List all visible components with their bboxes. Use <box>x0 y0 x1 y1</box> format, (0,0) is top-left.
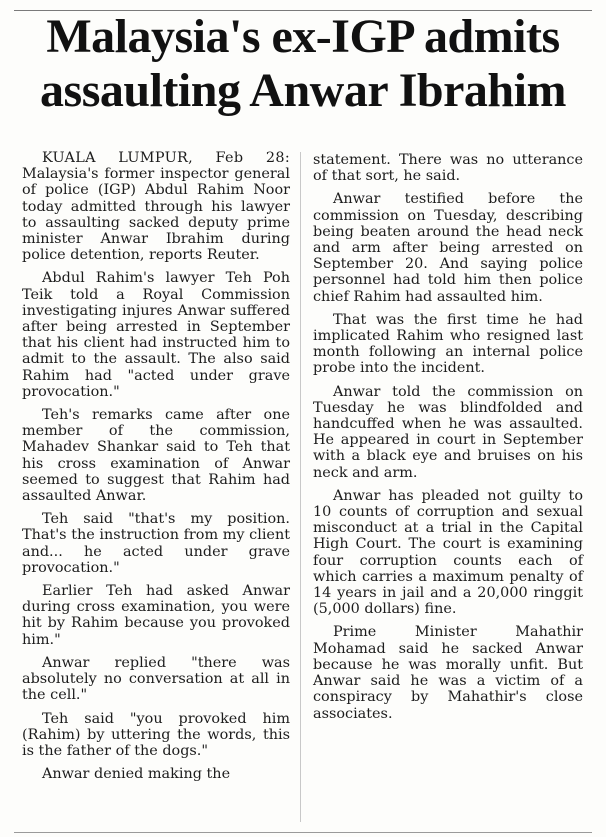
article-paragraph: Anwar testified before the commission on Tuesday, describing being beaten around the head neck and arm after being arrested on September 20. And saying police personnel had told him then police chief Rahim had assaulted him. <box>313 191 583 305</box>
article-paragraph: Prime Minister Mahathir Mohamad said he sacked Anwar because he was morally unfit. But Anwar said he was a victim of a conspiracy by Mahathir's close associates. <box>313 624 583 722</box>
article-paragraph: Anwar told the commission on Tuesday he was blindfolded and handcuffed when he was assaulted. He appeared in court in September with a black eye and bruises on his neck and arm. <box>313 383 583 481</box>
article-paragraph: Anwar replied "there was absolutely no conversation at all in the cell." <box>22 654 290 704</box>
paragraph-text: Malaysia's former inspector general of police (IGP) Abdul Rahim Noor today admitted through his lawyer to assaulting sacked deputy prime minister Anwar Ibrahim during police detention, reports Reuter. <box>22 166 290 264</box>
article-paragraph: Anwar denied making the <box>42 766 231 783</box>
article-paragraph: Teh's remarks came after one member of the commission, Mahadev Shankar said to Teh that his cross examination of Anwar seemed to suggest that Rahim had assaulted Anwar. <box>22 407 290 505</box>
column-divider <box>300 152 301 822</box>
headline <box>10 10 596 118</box>
article-paragraph: Anwar has pleaded not guilty to 10 counts of corruption and sexual misconduct at a trial in the Capital High Court. The court is examining four corruption counts each of which carries a maximum penalty of 14 years in jail and a 20,000 ringgit (5,000 dollars) fine. <box>313 487 583 618</box>
dateline: KUALA LUMPUR, Feb 28: <box>42 150 290 166</box>
article-paragraph: Abdul Rahim's lawyer Teh Poh Teik told a Royal Commission investigating injures Anwar suffered after being arrested in September that his client had instructed him to admit to the assault. The also said Rahim had "acted under grave provocation." <box>22 270 290 400</box>
headline-line-2: assaulting Anwar Ibrahim <box>40 64 566 117</box>
article-paragraph: Earlier Teh had asked Anwar during cross examination, you were hit by Rahim because you provoked him." <box>22 583 290 648</box>
article-column-right <box>313 152 583 729</box>
article-column-left <box>22 150 290 789</box>
article-paragraph: That was the first time he had implicated Rahim who resigned last month following an internal police probe into the incident. <box>313 311 583 377</box>
bottom-rule <box>14 832 592 833</box>
headline-line-1: Malaysia's ex-IGP admits <box>46 10 560 63</box>
article-paragraph: Teh said "that's my position. That's the instruction from my client and... he acted under grave provocation." <box>22 511 290 576</box>
article-paragraph <box>22 150 290 263</box>
article-paragraph: statement. There was no utterance of that sort, he said. <box>313 152 583 185</box>
article-paragraph: Teh said "you provoked him (Rahim) by uttering the words, this is the father of the dogs." <box>22 710 290 759</box>
